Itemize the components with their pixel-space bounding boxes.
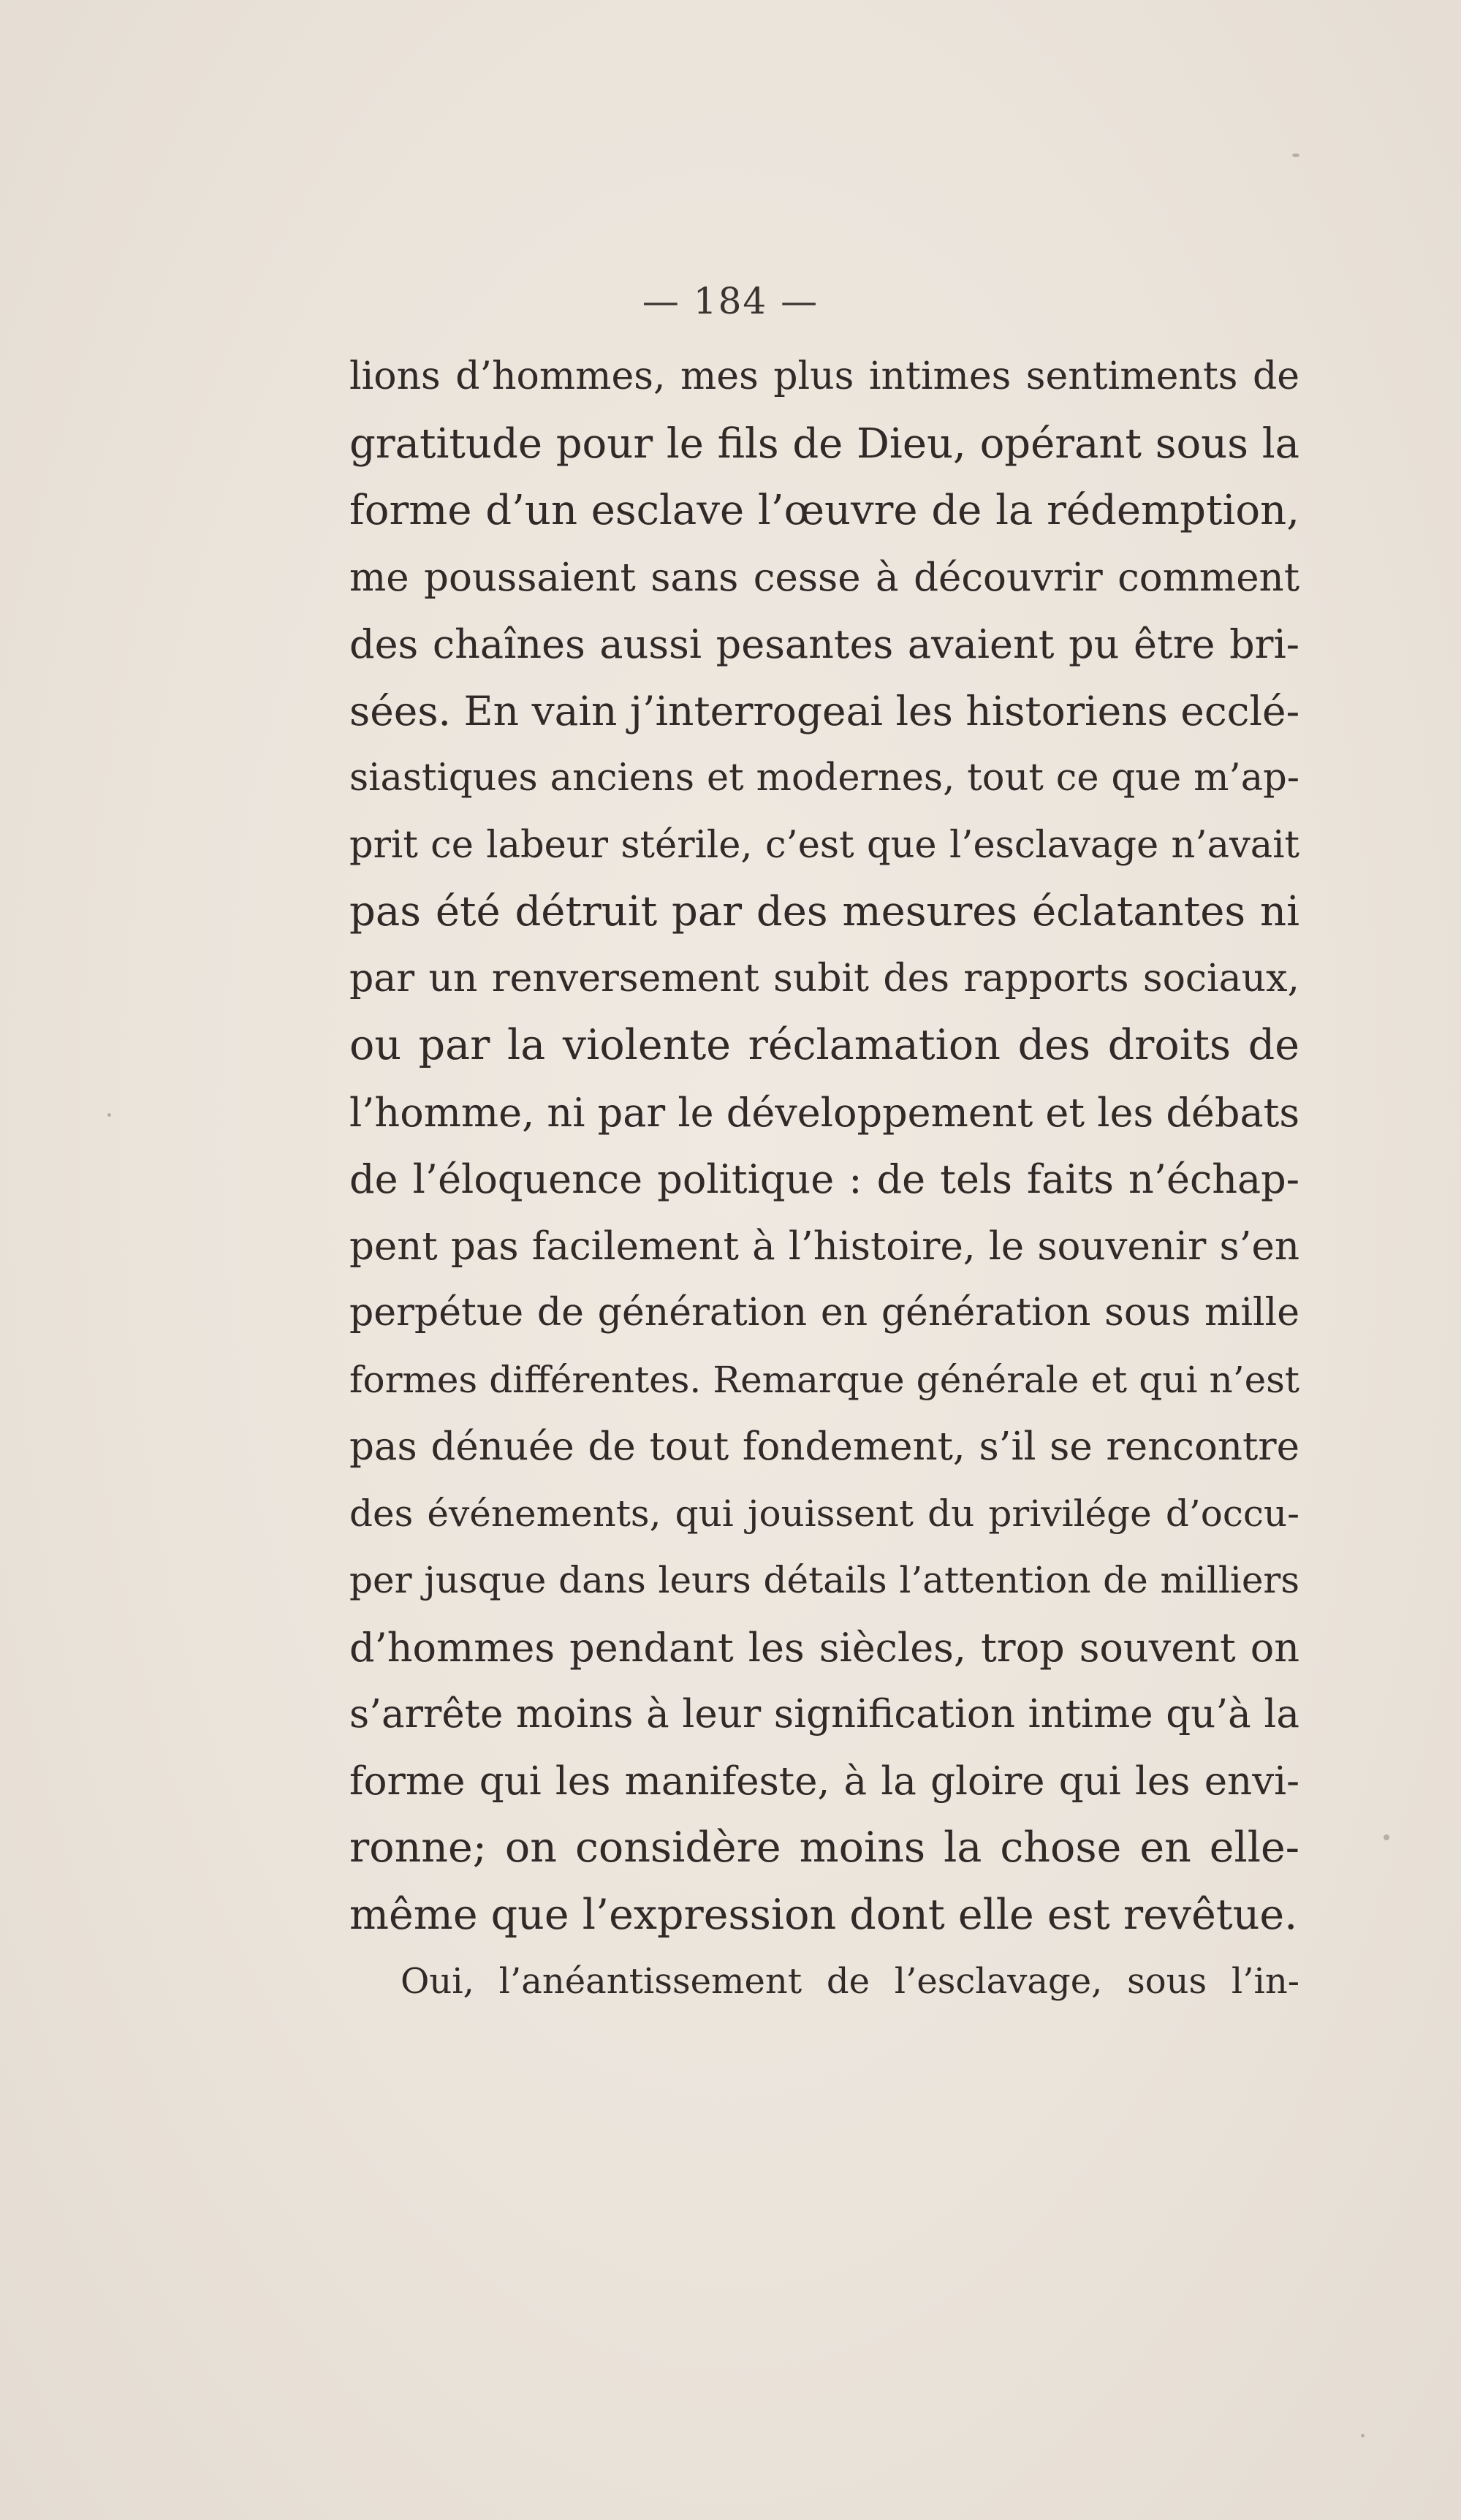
paper-speck <box>1384 1834 1389 1840</box>
text-line: prit ce labeur stérile, c’est que l’esclavage n’avait <box>349 823 1299 867</box>
text-line: lions d’hommes, mes plus intimes sentiments de <box>349 354 1299 398</box>
text-line: formes différentes. Remarque générale et qui n’est <box>349 1358 1299 1401</box>
text-line: pas dénuée de tout fondement, s’il se rencontre <box>349 1424 1299 1469</box>
text-line: l’homme, ni par le développement et les débats <box>349 1089 1300 1136</box>
text-line: par un renversement subit des rapports sociaux, <box>349 956 1299 1001</box>
text-line: des événements, qui jouissent du privilége d’occu- <box>349 1492 1299 1535</box>
paper-speck <box>1292 153 1299 157</box>
text-line: forme d’un esclave l’œuvre de la rédemption, <box>349 487 1299 534</box>
page-number: — 184 — <box>642 280 819 322</box>
text-line: gratitude pour le fils de Dieu, opérant sous la <box>349 420 1299 468</box>
text-line: d’hommes pendant les siècles, trop souvent on <box>349 1624 1299 1671</box>
text-line: perpétue de génération en génération sous mille <box>349 1291 1299 1335</box>
text-line: pent pas facilement à l’histoire, le souvenir s’en <box>349 1223 1299 1269</box>
paper-speck <box>107 1113 111 1117</box>
text-line: ronne; on considère moins la chose en elle- <box>349 1823 1299 1872</box>
text-line: pas été détruit par des mesures éclatantes ni <box>349 888 1299 935</box>
text-line: sées. En vain j’interrogeai les historiens ecclé- <box>349 687 1300 735</box>
paper-speck <box>1361 2434 1365 2437</box>
paragraph-start-line: Oui, l’anéantissement de l’esclavage, sous l’in- <box>401 1961 1299 2002</box>
text-line: s’arrête moins à leur signification intime qu’à la <box>349 1692 1299 1737</box>
text-line: forme qui les manifeste, à la gloire qui les envi- <box>349 1758 1299 1804</box>
body-text <box>349 344 1299 2016</box>
text-line: per jusque dans leurs détails l’attention de milliers <box>349 1559 1299 1601</box>
text-line: siastiques anciens et modernes, tout ce que m’ap- <box>349 756 1299 800</box>
text-line: même que l’expression dont elle est revêtue. <box>349 1890 1298 1939</box>
text-line: ou par la violente réclamation des droits de <box>349 1021 1299 1069</box>
text-line: me poussaient sans cesse à découvrir comment <box>349 555 1299 600</box>
text-line: des chaînes aussi pesantes avaient pu être bri- <box>349 621 1299 667</box>
text-line: de l’éloquence politique : de tels faits n’échap- <box>349 1156 1299 1202</box>
